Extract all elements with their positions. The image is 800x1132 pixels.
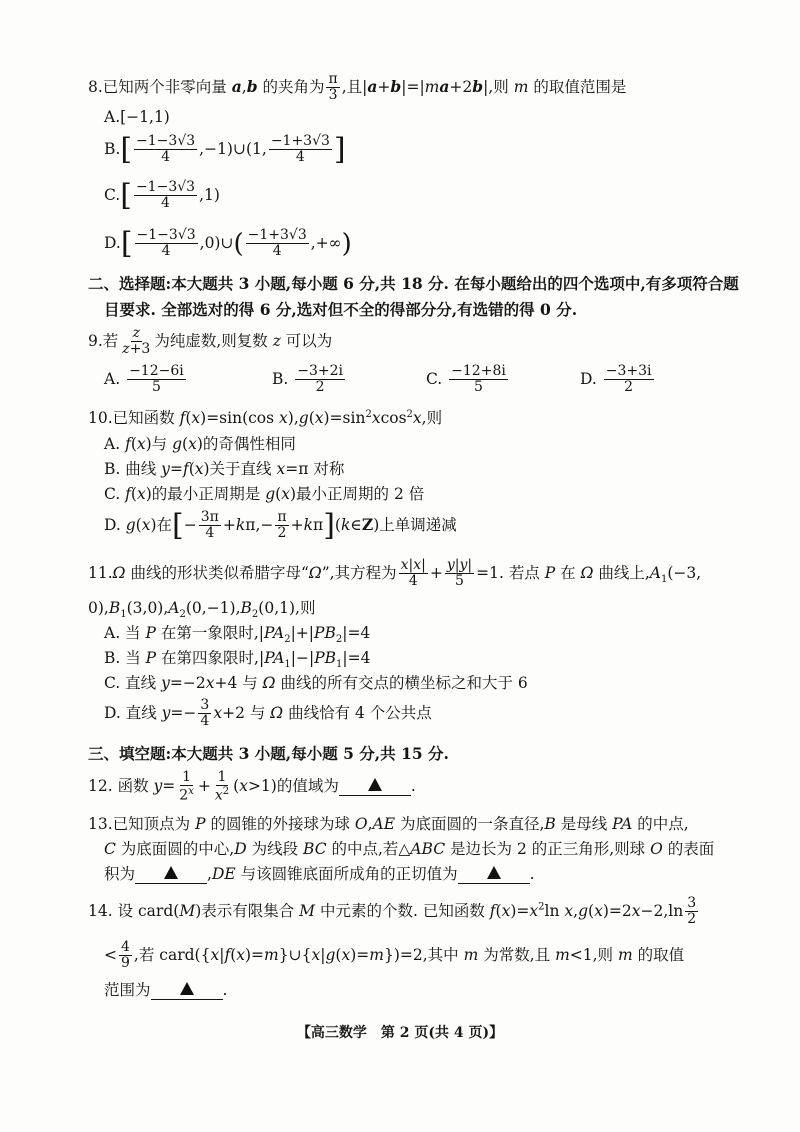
q12-stem: 12. 函数 y= $\frac{1}{2^x}$ + $\frac{1}{x^2}$ (x>1)的值域为 . xyxy=(88,769,416,805)
q8-option-a: A.[−1,1) xyxy=(104,108,170,126)
answer-blank[interactable] xyxy=(458,866,530,884)
triangle-icon xyxy=(180,982,194,995)
triangle-icon xyxy=(164,866,178,879)
q13-line1: 13.已知顶点为 P 的圆锥的外接球为球 O,AE 为底面圆的一条直径,B 是母线 PA 的中点, xyxy=(88,815,689,833)
q8-stem: 8.已知两个非零向量 a,b 的夹角为 $\frac{\pi}{3}$ ,且|a+b|=|ma+2b|,则 m 的取值范围是 xyxy=(88,71,627,104)
section2-line1: 二、选择题:本大题共 3 小题,每小题 6 分,共 18 分. 在每小题给出的四个选项中,有多项符合题 xyxy=(88,274,739,293)
q8-option-d: D.[ $\frac{-1-3√3}{4}$ ,0)∪( $\frac{-1+3√3}{4}$ ,+∞) xyxy=(104,225,352,261)
q10-option-c: C. f(x)的最小正周期是 g(x)最小正周期的 2 倍 xyxy=(104,485,425,503)
q8-option-c: C.[ $\frac{-1-3√3}{4}$ ,1) xyxy=(104,177,220,213)
q9-option-d: D. $\frac{-3+3i}{2}$ xyxy=(580,363,652,396)
q10-stem: 10.已知函数 f(x)=sin(cos $x),g(x)=\sin^2xcos^2x$,则 xyxy=(88,408,443,427)
q9-option-c: C. $\frac{-12+8i}{5}$ xyxy=(426,363,506,396)
section3-header: 三、填空题:本大题共 3 小题,每小题 5 分,共 15 分. xyxy=(88,744,449,763)
q10-option-d: D. g(x)在[− $\frac{3\pi}{4}$ +kπ,− $\frac{\pi}{2}$ +kπ](k∈Z)上单调递减 xyxy=(104,507,457,543)
q14-line2: < $\frac{4}{9}$ ,若 card({x|f(x)=m}∪{x|g(x)=m})=2,其中 m 为常数,且 m<1,则 m 的取值 xyxy=(104,939,685,972)
q8-option-b: B.[ $\frac{-1-3√3}{4}$ ,−1)∪(1, $\frac{-1+3√3}{4}$ ] xyxy=(104,131,346,167)
q14-line1: 14. 设 card(M)表示有限集合 M 中元素的个数. 已知函数 $f(x)=x^2\ln$ x,g(x)=2x−2,ln $\frac{3}{2}$ xyxy=(88,895,697,928)
q14-line3: 范围为 . xyxy=(104,981,228,999)
section2-line2: 目要求. 全部选对的得 6 分,选对但不全的得部分分,有选错的得 0 分. xyxy=(104,300,578,319)
q11-option-c: C. 直线 y=−2x+4 与 Ω 曲线的所有交点的横坐标之和大于 6 xyxy=(104,674,528,692)
q9-option-a: A. $\frac{-12-6i}{5}$ xyxy=(104,363,184,396)
q11-stem-line2: $0),B_1(3,0),A_2(0,-1),B_2(0,1)$,则 xyxy=(88,599,316,621)
q10-option-b: B. 曲线 y=f(x)关于直线 x=π 对称 xyxy=(104,460,345,478)
page-footer: 【高三数学 第 2 页(共 4 页)】 xyxy=(296,1025,504,1041)
q10-option-a: A. f(x)与 g(x)的奇偶性相同 xyxy=(104,435,296,453)
q11-stem-line1: 11.Ω 曲线的形状类似希腊字母“Ω”,其方程为 $\frac{x|x|}{4}$ + $\frac{y|y|}{5}$ =1. 若点 P 在 Ω 曲线上$,A_1(-3$, xyxy=(88,557,702,590)
q13-line2: C 为底面圆的中心,D 为线段 BC 的中点,若△ABC 是边长为 2 的正三角形,则球 O 的表面 xyxy=(104,840,715,858)
q11-option-d: D. 直线 y=− $\frac{3}{4}$ x+2 与 Ω 曲线恰有 4 个公共点 xyxy=(104,697,432,730)
triangle-icon xyxy=(487,866,501,879)
triangle-icon xyxy=(368,778,382,791)
answer-blank[interactable] xyxy=(135,866,207,884)
answer-blank[interactable] xyxy=(339,778,411,796)
q9-stem: 9.若 $\frac{z}{z+3}$ 为纯虚数,则复数 z 可以为 xyxy=(88,325,333,358)
answer-blank[interactable] xyxy=(151,982,223,1000)
q9-option-b: B. $\frac{-3+2i}{2}$ xyxy=(272,363,344,396)
q11-option-b: B. 当 P 在第四象限时$,|PA_1|-|PB_1|=4$ xyxy=(104,649,371,671)
q13-line3: 积为 ,DE 与该圆锥底面所成角的正切值为 . xyxy=(104,865,535,883)
q11-option-a: A. 当 P 在第一象限时$,|PA_2|+|PB_2|=4$ xyxy=(104,624,371,646)
